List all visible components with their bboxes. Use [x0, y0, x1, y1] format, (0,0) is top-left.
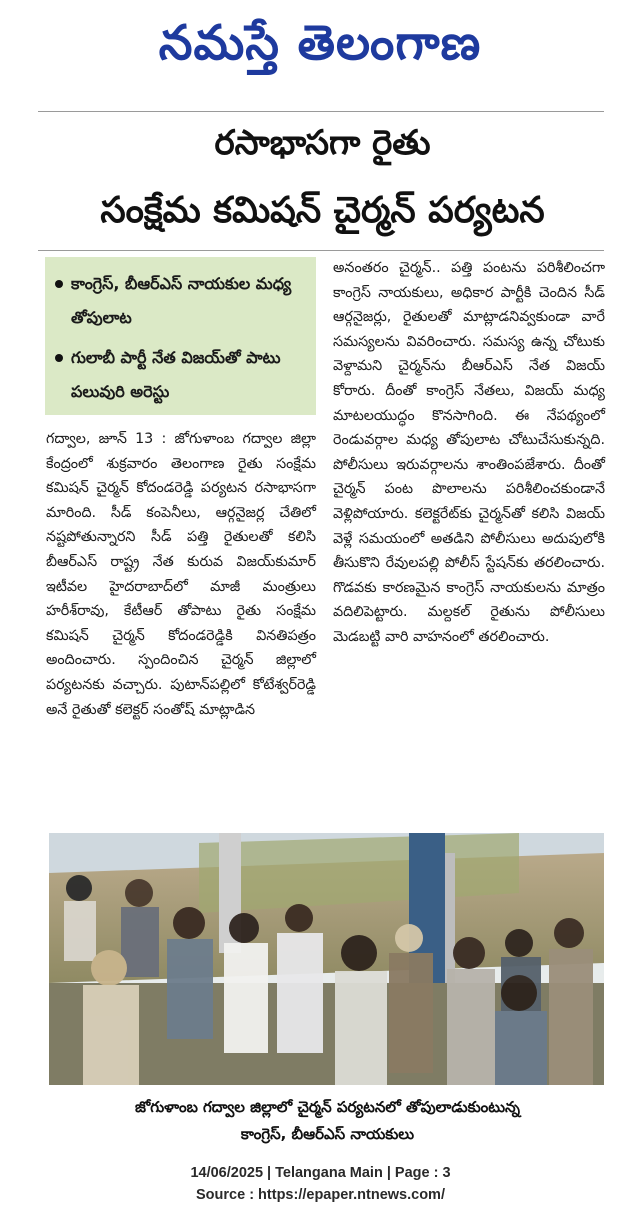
bullet-icon	[55, 280, 63, 288]
photo-caption-line-2: కాంగ్రెస్, బీఆర్ఎస్ నాయకులు	[240, 1125, 415, 1143]
divider	[38, 250, 604, 251]
article-body-right-column: అనంతరం చైర్మన్.. పత్తి పంటను పరిశీలించగా కాంగ్రెస్ నాయకులు, అధికార పార్టీకి చెందిన సీడ్ ఆర్గనైజర్లు, రైతులతో మాట్లాడనివ్వకుండా వారే సమస్యలను వివరించారు. సమస్య ఉన్న చోటుకు వెళ్దామని చైర్మన్‌ను బీఆర్ఎస్ నేత విజయ్ కోరారు. దీంతో కాంగ్రెస్ నేతలు, విజయ్ మధ్య మాటలయుద్ధం కొనసాగింది. ఈ నేపథ్యంలో రెండువర్గాల మధ్య తోపులాట చోటుచేసుకున్నది. పోలీసులు ఇరువర్గాలను శాంతింపజేశారు. దీంతో చైర్మన్ పంట పొలాలను పరిశీలించకుండానే వెళ్లిపోయారు. కలెక్టరేట్‌కు చైర్మన్‌తో కలిసి విజయ్ వెళ్లే సమయంలో అతడిని పోలీసులు అదుపులోకి తీసుకొని రేవులపల్లి పోలీస్ స్టేషన్‌కు తరలించారు. గొడవకు కారణమైన కాంగ్రెస్ నాయకులను మాత్రం వదిలిపెట్టారు. మల్దకల్ రైతును పోలీసులు మెడబట్టి వారి వాహనంలో తరలించారు.	[333, 260, 605, 645]
bullet-icon	[55, 354, 63, 362]
photo-caption-line-1: జోగుళాంబ గద్వాల జిల్లాలో చైర్మన్ పర్యటనలో తోపులాడుకుంటున్న	[134, 1098, 521, 1116]
headline-line-2: సంక్షేమ కమిషన్ చైర్మన్ పర్యటన	[100, 190, 545, 231]
news-photo	[49, 833, 604, 1085]
highlight-item	[55, 267, 310, 335]
highlight-text: కాంగ్రెస్, బీఆర్ఎస్ నాయకుల మధ్య తోపులాట	[71, 274, 292, 327]
highlight-item	[55, 341, 310, 409]
photo-caption	[55, 1094, 600, 1148]
masthead-title: నమస్తే తెలంగాణ	[158, 15, 482, 71]
article-body-left-column: గద్వాల, జూన్ 13 : జోగుళాంబ గద్వాల జిల్లా కేంద్రంలో శుక్రవారం తెలంగాణ రైతు సంక్షేమ కమిషన్ చైర్మన్ కోదండరెడ్డి పర్యటన రసాభాసగా మారింది. సీడ్ కంపెనీలు, ఆర్గనైజర్ల చేతిలో నష్టపోతున్నారని సీడ్ పత్తి రైతులతో కలిసి బీఆర్ఎస్ రాష్ట్ర నేత కురువ విజయ్‌కుమార్ ఇటీవల హైదరాబాద్‌లో మాజీ మంత్రులు హరీశ్‌రావు, కేటీఆర్ తోపాటు రైతు సంక్షేమ కమిషన్ చైర్మన్ కోదండరెడ్డికి వినతిపత్రం అందించారు. స్పందించిన చైర్మన్ జిల్లాలో పర్యటనకు వచ్చారు. పుటాన్‌పల్లిలో కోటేశ్వర్‌రెడ్డి అనే రైతుతో కలెక్టర్ సంతోష్ మాట్లాడిన	[46, 431, 316, 718]
headline-line-1: రసాభాసగా రైతు	[214, 123, 431, 163]
highlight-text: గులాబీ పార్టీ నేత విజయ్‌తో పాటు పలువురి అరెస్టు	[71, 348, 281, 401]
divider	[38, 111, 604, 112]
footer-date-edition: 14/06/2025 | Telangana Main | Page : 3	[190, 1165, 451, 1181]
footer-source: Source : https://epaper.ntnews.com/	[196, 1187, 445, 1203]
highlights-box	[45, 257, 316, 415]
